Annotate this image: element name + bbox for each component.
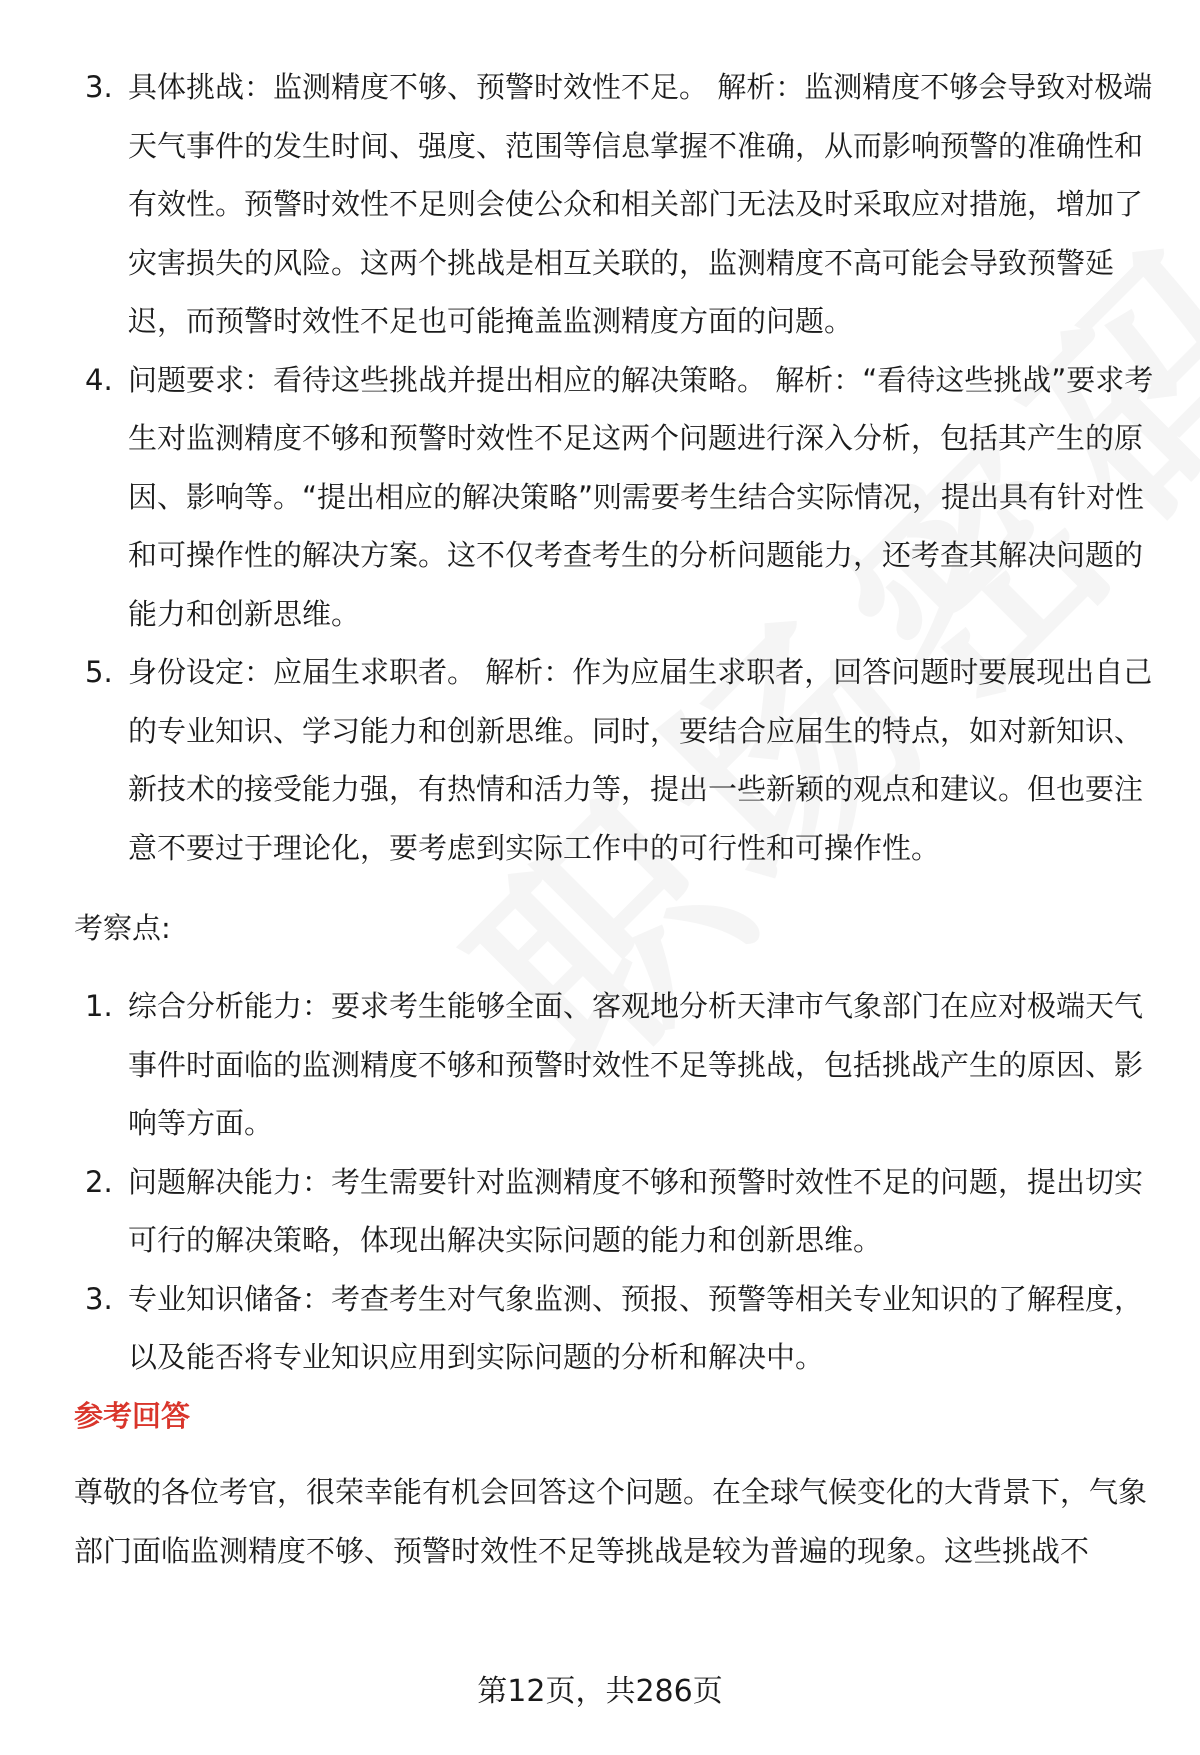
page-footer: 第12页，共286页 (477, 1674, 723, 1709)
list-item-number: 3. (85, 70, 113, 104)
list-item-number: 3. (85, 1281, 113, 1316)
section-label: 考察点: (74, 911, 171, 945)
list-item (74, 1153, 1154, 1270)
list-item-text: 问题要求：看待这些挑战并提出相应的解决策略。 解析：“看待这些挑战”要求考生对监测精度不够和预警时效性不足这两个问题进行深入分析，包括其产生的原因、影响等。“提出相应的解决策略”则需要考生结合实际情况，提出具有针对性和可操作性的解决方案。这不仅考查考生的分析问题能力，还考查其解决问题的能力和创新思维。 (128, 362, 1154, 631)
list-item-text: 综合分析能力：要求考生能够全面、客观地分析天津市气象部门在应对极端天气事件时面临的监测精度不够和预警时效性不足等挑战，包括挑战产生的原因、影响等方面。 (128, 989, 1144, 1140)
list-item (74, 643, 1154, 877)
assessment-points-list (74, 977, 1154, 1387)
list-item-text: 具体挑战：监测精度不够、预警时效性不足。 解析：监测精度不够会导致对极端天气事件的发生时间、强度、范围等信息掌握不准确，从而影响预警的准确性和有效性。预警时效性不足则会使公众和相关部门无法及时采取应对措施，增加了灾害损失的风险。这两个挑战是相互关联的，监测精度不高可能会导致预警延迟，而预警时效性不足也可能掩盖监测精度方面的问题。 (128, 70, 1153, 338)
list-item-number: 4. (85, 362, 113, 397)
challenge-list (74, 58, 1154, 877)
list-item-text: 专业知识储备：考查考生对气象监测、预报、预警等相关专业知识的了解程度，以及能否将专业知识应用到实际问题的分析和解决中。 (128, 1281, 1144, 1374)
list-item (74, 1270, 1154, 1387)
list-item (74, 58, 1154, 351)
page-content (74, 58, 1154, 1581)
reference-answer-heading: 参考回答 (74, 1398, 191, 1433)
list-item-number: 1. (85, 989, 113, 1023)
list-item (74, 977, 1154, 1153)
list-item-number: 2. (85, 1164, 113, 1199)
list-item-text: 问题解决能力：考生需要针对监测精度不够和预警时效性不足的问题，提出切实可行的解决策略，体现出解决实际问题的能力和创新思维。 (128, 1164, 1144, 1257)
answer-paragraph: 尊敬的各位考官，很荣幸能有机会回答这个问题。在全球气候变化的大背景下，气象部门面临监测精度不够、预警时效性不足等挑战是较为普遍的现象。这些挑战不 (74, 1474, 1148, 1568)
list-item-number: 5. (85, 655, 113, 689)
list-item (74, 351, 1154, 644)
list-item-text: 身份设定：应届生求职者。 解析：作为应届生求职者，回答问题时要展现出自己的专业知识、学习能力和创新思维。同时，要结合应届生的特点，如对新知识、新技术的接受能力强，有热情和活力等，提出一些新颖的观点和建议。但也要注意不要过于理论化，要考虑到实际工作中的可行性和可操作性。 (128, 655, 1153, 865)
